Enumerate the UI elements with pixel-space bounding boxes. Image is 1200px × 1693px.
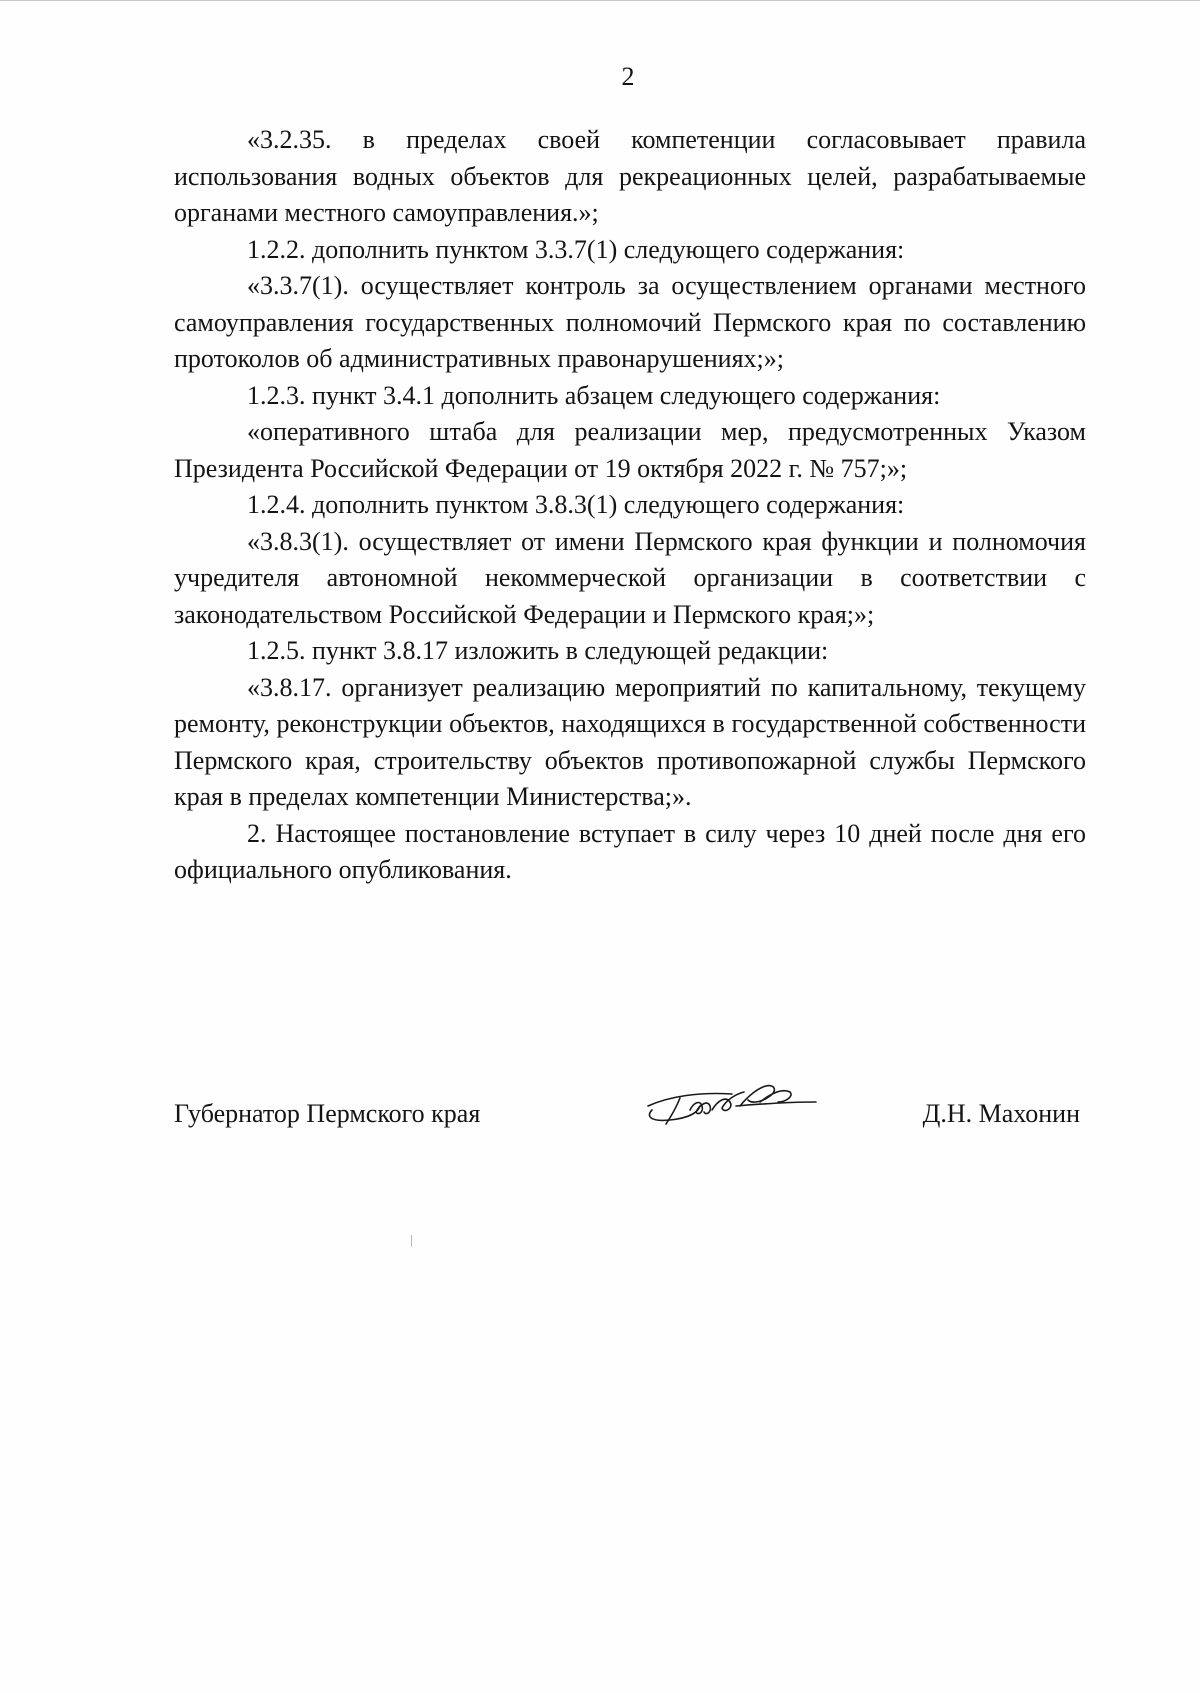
scan-top-edge: [0, 0, 1200, 1]
scan-artifact: [411, 1235, 412, 1247]
document-body: [174, 122, 1086, 889]
paragraph-3-2-35: «3.2.35. в пределах своей компетенции согласовывает правила использования водных объектов для рекреационных целей, разрабатываемые органами местного самоуправления.»;: [174, 125, 1086, 227]
paragraph-1-2-3: 1.2.3. пункт 3.4.1 дополнить абзацем следующего содержания:: [247, 380, 941, 410]
paragraph-3-3-7-1: «3.3.7(1). осуществляет контроль за осуществлением органами местного самоуправления государственных полномочий Пермского края по составлению протоколов об административных правонарушениях;»;: [174, 271, 1086, 373]
signatory-name: Д.Н. Махонин: [922, 1099, 1080, 1128]
page-number: 2: [621, 62, 635, 91]
handwritten-signature-icon: [640, 1066, 820, 1136]
paragraph-3-8-17: «3.8.17. организует реализацию мероприятий по капитальному, текущему ремонту, реконструкции объектов, находящихся в государственной собственности Пермского края, строительству объектов противопожарной службы Пермского края в пределах компетенции Министерства;».: [174, 672, 1086, 811]
paragraph-1-2-2: 1.2.2. дополнить пунктом 3.3.7(1) следующего содержания:: [247, 234, 905, 264]
paragraph-1-2-5: 1.2.5. пункт 3.8.17 изложить в следующей редакции:: [247, 636, 829, 665]
paragraph-operational-staff: «оперативного штаба для реализации мер, предусмотренных Указом Президента Российской Федерации от 19 октября 2022 г. № 757;»;: [174, 417, 1086, 483]
paragraph-1-2-4: 1.2.4. дополнить пунктом 3.8.3(1) следующего содержания:: [247, 490, 905, 519]
signature-block: [174, 1088, 1086, 1148]
signatory-position: Губернатор Пермского края: [174, 1099, 481, 1128]
paragraph-effective-date: 2. Настоящее постановление вступает в силу через 10 дней после дня его официального опубликования.: [174, 818, 1086, 884]
paragraph-3-8-3-1: «3.8.3(1). осуществляет от имени Пермского края функции и полномочия учредителя автономной некоммерческой организации в соответствии с законодательством Российской Федерации и Пермского края;»;: [174, 526, 1086, 629]
